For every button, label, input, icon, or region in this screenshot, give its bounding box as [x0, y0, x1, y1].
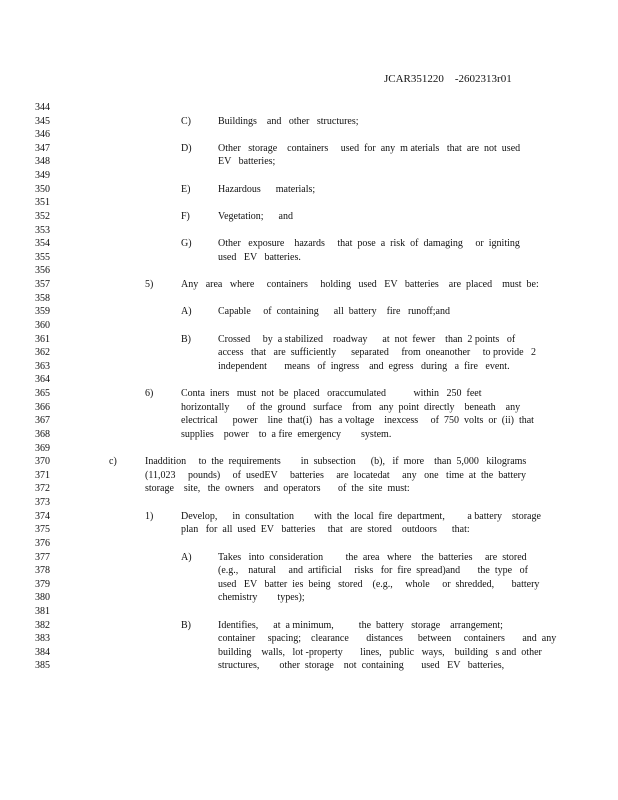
item-label: A)	[181, 306, 192, 317]
item-label: 1)	[145, 511, 154, 522]
line-number: 353	[35, 225, 50, 236]
text-line: storage site, the owners and operators of the site must:	[145, 483, 410, 494]
text-line: EV batteries;	[218, 156, 276, 167]
line-number: 356	[35, 265, 50, 276]
text-line: Crossed by a stabilized roadway at not fewer than 2 points of	[218, 334, 516, 345]
line-number: 366	[35, 402, 50, 413]
text-line: access that are sufficiently separated from oneanother to provide 2	[218, 347, 537, 358]
text-line: Buildings and other structures;	[218, 116, 359, 127]
line-number: 364	[35, 374, 50, 385]
line-number: 363	[35, 361, 50, 372]
text-line: Any area where containers holding used EV batteries are placed must be:	[181, 279, 539, 290]
line-number: 368	[35, 429, 50, 440]
line-number: 352	[35, 211, 50, 222]
item-label: 5)	[145, 279, 154, 290]
item-label: B)	[181, 334, 191, 345]
line-number: 371	[35, 470, 50, 481]
text-line: independent means of ingress and egress during a fire event.	[218, 361, 510, 372]
item-label: 6)	[145, 388, 154, 399]
item-label: A)	[181, 552, 192, 563]
line-number: 357	[35, 279, 50, 290]
line-number: 349	[35, 170, 50, 181]
line-number: 377	[35, 552, 50, 563]
text-line: structures, other storage not containing used EV batteries,	[218, 660, 505, 671]
item-label: B)	[181, 620, 191, 631]
line-number: 374	[35, 511, 50, 522]
item-label: C)	[181, 116, 191, 127]
text-line: Other exposure hazards that pose a risk of damaging or igniting	[218, 238, 520, 249]
line-number: 382	[35, 620, 50, 631]
text-line: electrical power line that(i) has a voltage inexcess of 750 volts or (ii) that	[181, 415, 534, 426]
text-line: Vegetation; and	[218, 211, 293, 222]
text-line: used EV batter ies being stored (e.g., whole or shredded, battery	[218, 579, 540, 590]
line-number: 383	[35, 633, 50, 644]
line-number: 358	[35, 293, 50, 304]
line-number: 384	[35, 647, 50, 658]
text-line: building walls, lot -property lines, public ways, building s and other	[218, 647, 542, 658]
line-number: 360	[35, 320, 50, 331]
line-number: 370	[35, 456, 50, 467]
line-number: 385	[35, 660, 50, 671]
line-number: 379	[35, 579, 50, 590]
line-number: 355	[35, 252, 50, 263]
line-number: 345	[35, 116, 50, 127]
item-label: E)	[181, 184, 191, 195]
line-number: 373	[35, 497, 50, 508]
line-number: 362	[35, 347, 50, 358]
text-line: Hazardous materials;	[218, 184, 316, 195]
line-number: 375	[35, 524, 50, 535]
item-label: G)	[181, 238, 192, 249]
text-line: supplies power to a fire emergency system.	[181, 429, 392, 440]
text-line: chemistry types);	[218, 592, 305, 603]
text-line: (e.g., natural and artificial risks for fire spread)and the type of	[218, 565, 528, 576]
line-number: 376	[35, 538, 50, 549]
item-label: D)	[181, 143, 192, 154]
text-line: Takes into consideration the area where the batteries are stored	[218, 552, 527, 563]
text-line: (11,023 pounds) of usedEV batteries are locatedat any one time at the battery	[145, 470, 527, 481]
line-number: 380	[35, 592, 50, 603]
line-number: 354	[35, 238, 50, 249]
text-line: Conta iners must not be placed oraccumulated within 250 feet	[181, 388, 482, 399]
text-line: Other storage containers used for any m aterials that are not used	[218, 143, 521, 154]
text-line: Capable of containing all battery fire runoff;and	[218, 306, 450, 317]
line-number: 347	[35, 143, 50, 154]
line-number: 344	[35, 102, 50, 113]
line-number: 369	[35, 443, 50, 454]
line-number: 367	[35, 415, 50, 426]
item-label: F)	[181, 211, 190, 222]
line-number: 378	[35, 565, 50, 576]
text-line: horizontally of the ground surface from any point directly beneath any	[181, 402, 521, 413]
line-number: 372	[35, 483, 50, 494]
line-number: 346	[35, 129, 50, 140]
subsection-label: c)	[109, 456, 117, 467]
text-line: used EV batteries.	[218, 252, 301, 263]
document-header-id: JCAR351220 -2602313r01	[384, 73, 512, 85]
text-line: plan for all used EV batteries that are stored outdoors that:	[181, 524, 470, 535]
line-number: 361	[35, 334, 50, 345]
line-number: 348	[35, 156, 50, 167]
line-number: 381	[35, 606, 50, 617]
text-line: Identifies, at a minimum, the battery storage arrangement;	[218, 620, 503, 631]
line-number: 365	[35, 388, 50, 399]
line-number: 350	[35, 184, 50, 195]
line-number: 351	[35, 197, 50, 208]
text-line: Inaddition to the requirements in subsection (b), if more than 5,000 kilograms	[145, 456, 527, 467]
line-number: 359	[35, 306, 50, 317]
text-line: Develop, in consultation with the local fire department, a battery storage	[181, 511, 541, 522]
text-line: container spacing; clearance distances between containers and any	[218, 633, 557, 644]
